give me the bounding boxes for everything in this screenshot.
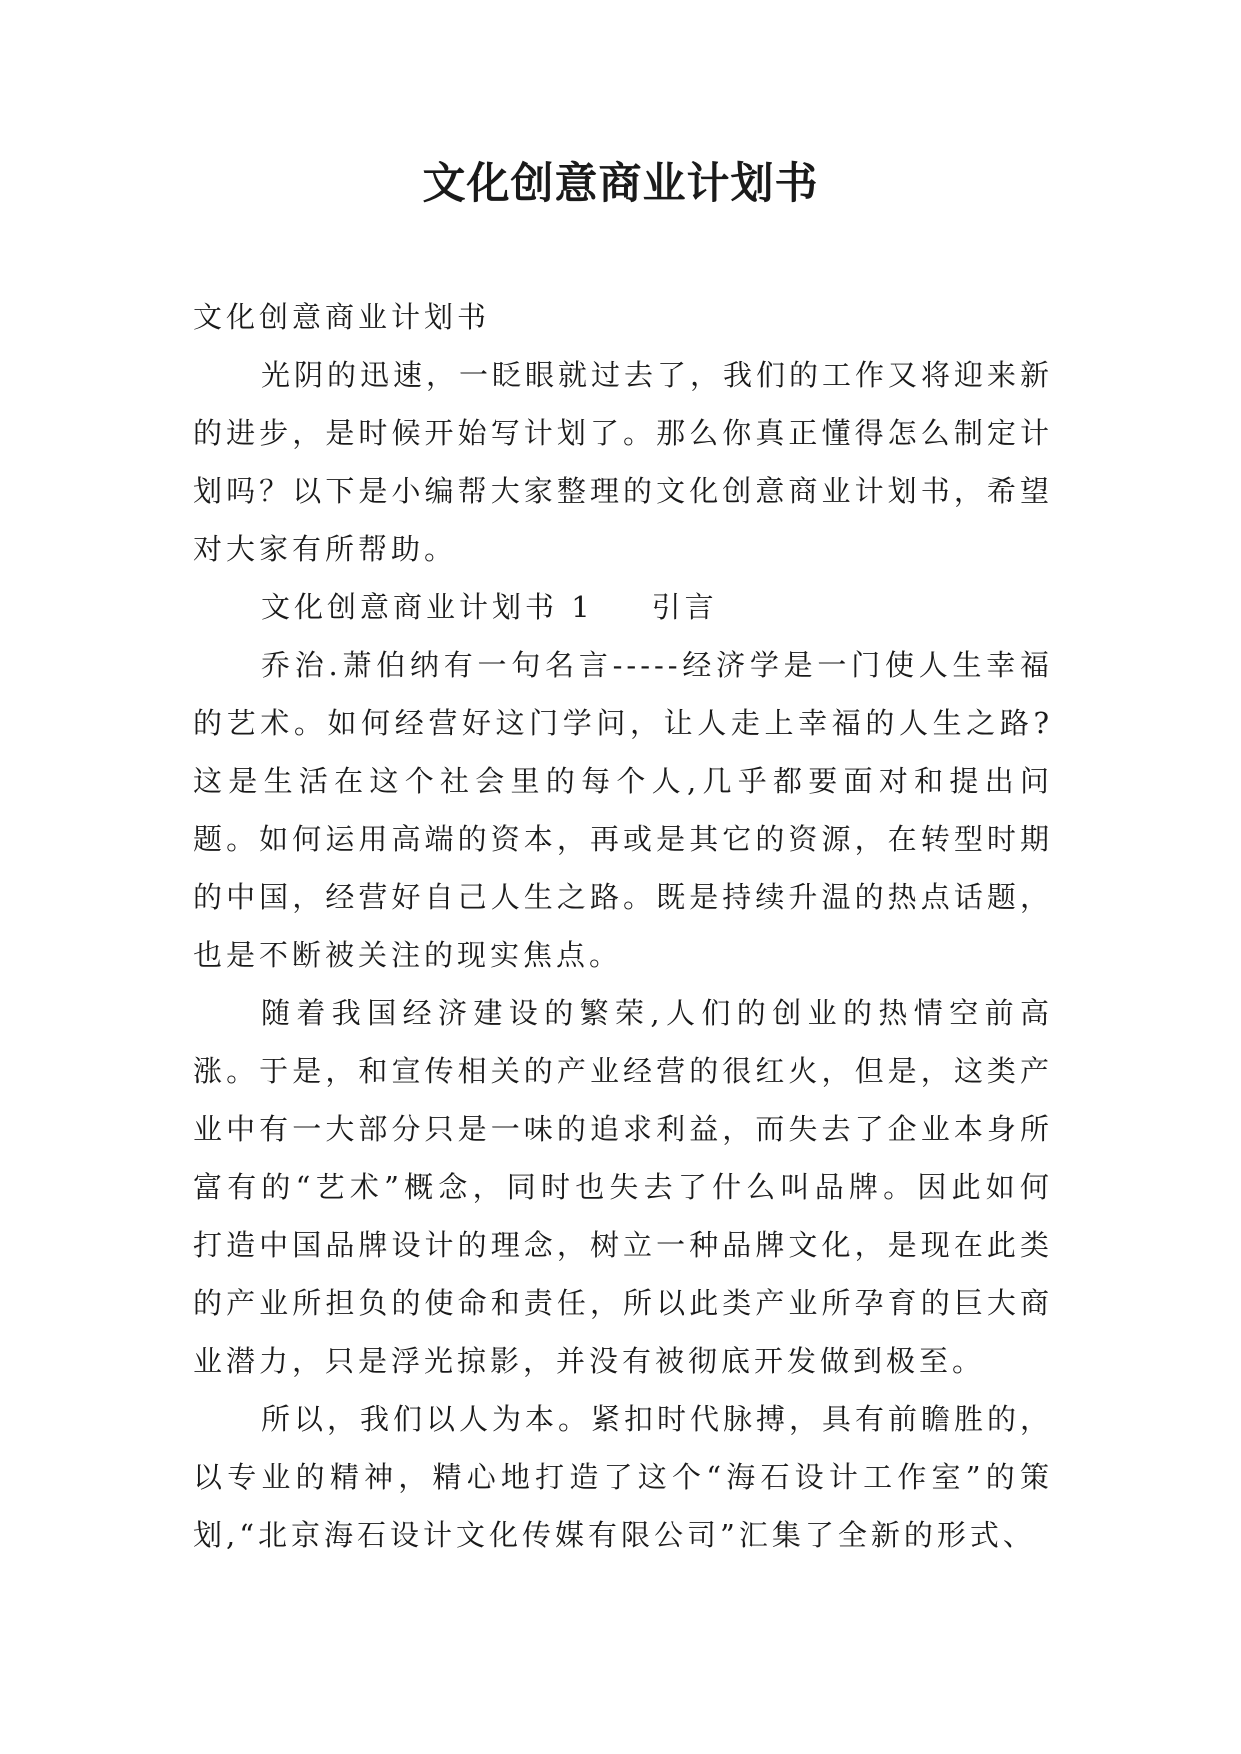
paragraph-company: 所以，我们以人为本。紧扣时代脉搏，具有前瞻胜的，以专业的精神，精心地打造了这个“海石设计工作室”的策划,“北京海石设计文化传媒有限公司”汇集了全新的形式、 xyxy=(193,1402,1054,1552)
paragraph-background: 随着我国经济建设的繁荣,人们的创业的热情空前高涨。于是，和宣传相关的产业经营的很红火，但是，这类产业中有一大部分只是一味的追求利益，而失去了企业本身所富有的“艺术”概念，同时也失去了什么叫品牌。因此如何打造中国品牌设计的理念，树立一种品牌文化，是现在此类的产业所担负的使命和责任，所以此类产业所孕育的巨大商业潜力，只是浮光掠影，并没有被彻底开发做到极至。 xyxy=(193,996,1053,1378)
document-subtitle: 文化创意商业计划书 xyxy=(193,300,491,334)
document-body xyxy=(193,288,1053,1564)
section-heading-label: 文化创意商业计划书 1 xyxy=(261,590,594,624)
intro-paragraph: 光阴的迅速，一眨眼就过去了，我们的工作又将迎来新的进步，是时候开始写计划了。那么你真正懂得怎么制定计划吗？以下是小编帮大家整理的文化创意商业计划书，希望对大家有所帮助。 xyxy=(193,358,1054,566)
section-heading-name: 引言 xyxy=(651,590,718,624)
section-heading xyxy=(193,578,1053,636)
paragraph-quote: 乔治.萧伯纳有一句名言-----经济学是一门使人生幸福的艺术。如何经营好这门学问，让人走上幸福的人生之路?这是生活在这个社会里的每个人,几乎都要面对和提出问题。如何运用高端的资本，再或是其它的资源，在转型时期的中国，经营好自己人生之路。既是持续升温的热点话题，也是不断被关注的现实焦点。 xyxy=(193,648,1053,972)
document-title: 文化创意商业计划书 xyxy=(422,159,819,209)
